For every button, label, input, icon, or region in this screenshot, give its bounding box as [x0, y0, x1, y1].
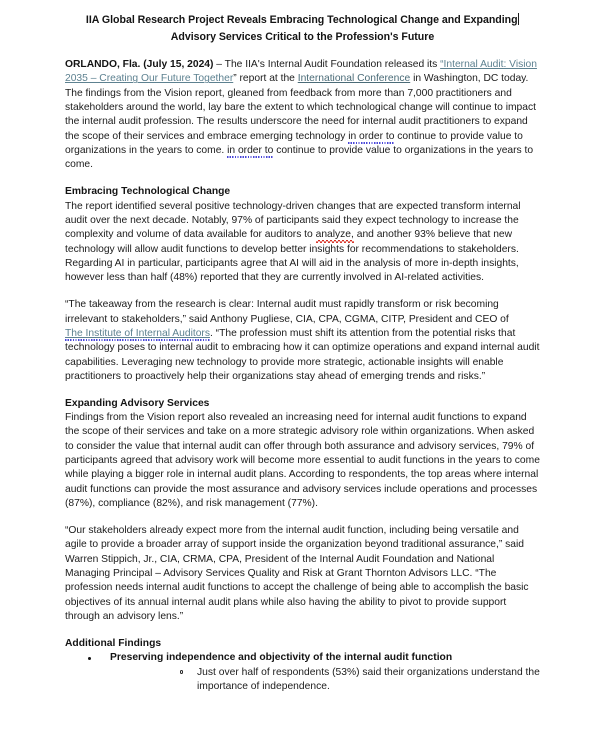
page-title-line-1: IIA Global Research Project Reveals Embracing Technological Change and Expanding — [85, 14, 518, 26]
bullet-disc-icon — [88, 657, 91, 660]
lede-text-1: The IIA's Internal Audit Foundation released its — [224, 59, 441, 70]
dateline-dash: – — [213, 59, 225, 70]
text-cursor-caret — [518, 13, 519, 25]
quote-pugliese — [65, 298, 540, 384]
section-body-embracing-technological-change — [65, 200, 540, 286]
lede-text-4: continue to provide value to organizations in the years to come. — [65, 130, 523, 157]
link-vision-2035-report[interactable]: “Internal Audit: Vision 2035 – Creating Our Future Together — [65, 59, 537, 85]
pugliese-text-2: . “The profession must shift its attention from the potential risks that technology poses to internal audit to embracing how it can optimize operations and expand internal audit capabilities. Leveraging new technology to provide more strategic, actionable insights will enable practitioners to proactively help their organizations stay ahead of emerging trends and risks.” — [65, 327, 540, 382]
finding-subitem-text: Just over half of respondents (53%) said their organizations understand the importance of independence. — [197, 666, 540, 692]
finding-label: Preserving independence and objectivity of the internal audit function — [110, 652, 453, 664]
lede-text-5: continue to provide value to organizations in the years to come. — [65, 145, 534, 171]
section-body-expanding-advisory-services: Findings from the Vision report also revealed an increasing need for internal audit functions to expand the scope of their services and take on a more strategic advisory role within organizations. When asked to consider the value that internal audit can offer through both assurance and advisory services, 79% of participants agreed that advisory work will become more essential to audit functions in the years to come while playing a bigger role in internal audit plans. According to respondents, the top areas where internal audit functions can provide the most assurance and advisory services include operations and processes (87%), compliance (82%), and risk management (77%). — [65, 412, 540, 510]
lede-text-3: in Washington, DC today. The findings from the Vision report, gleaned from feedback from more than 7,000 practitioners and stakeholders around the world, lay bare the extent to which technological change will continue to impact the internal audit profession. The results underscore the need for internal audit practitioners to expand the scope of their services and embrace emerging technology — [65, 73, 536, 142]
list-item — [110, 666, 540, 695]
link-institute-of-internal-auditors[interactable]: The Institute of Internal Auditors — [65, 327, 210, 339]
grammar-suggestion-in-order-to-1[interactable]: in order to — [348, 130, 395, 142]
additional-findings-sublist — [110, 666, 540, 695]
dateline: ORLANDO, Fla. (July 15, 2024) — [65, 59, 214, 70]
list-item — [65, 651, 540, 694]
section-heading-expanding-advisory-services: Expanding Advisory Services — [65, 397, 210, 409]
bullet-circle-icon — [180, 670, 183, 673]
section-heading-embracing-technological-change: Embracing Technological Change — [65, 186, 231, 198]
spellcheck-analyze[interactable]: analyze, — [315, 229, 354, 241]
additional-findings-list — [65, 651, 540, 694]
page-title — [65, 12, 540, 45]
grammar-suggestion-in-order-to-2[interactable]: in order to — [227, 145, 274, 157]
tech-text-1: The report identified several positive technology-driven changes that are expected transform internal audit over the next decade. Notably, 97% of participants said they expect technology to increase the complexity and volume of data available for auditors to — [65, 200, 521, 241]
link-international-conference[interactable]: International Conference — [297, 73, 411, 85]
lede-text-2: ” report at the — [233, 73, 298, 85]
quote-stippich: “Our stakeholders already expect more from the internal audit function, including being versatile and agile to provide a broader array of support inside the organization beyond traditional assurance,” said Warren Stippich, Jr., CIA, CRMA, CPA, President of the Internal Audit Foundation and National Managing Principal – Advisory Services Quality and Risk at Grant Thornton Advisors LLC. “The profession needs internal audit functions to accept the challenge of being able to accomplish the basic objectives of its annual internal audit plans while also having the ability to pivot to provide support through an advisory lens.” — [65, 524, 529, 623]
lede-paragraph — [65, 58, 540, 173]
tech-text-2: and another 93% believe that new technology will allow audit functions to develop better insights for recommendations to stakeholders. Regarding AI in particular, participants agree that AI will aid in the analysis of more in-depth insights, however less than half (48%) reported that they are currently involved in AI-related activities. — [65, 229, 519, 284]
page-title-line-2: Advisory Services Critical to the Profession's Future — [170, 30, 435, 43]
pugliese-text-1: “The takeaway from the research is clear: Internal audit must rapidly transform or risk becoming irrelevant to stakeholders,” said Anthony Pugliese, CIA, CPA, CGMA, CITP, President and CEO of — [65, 299, 509, 325]
section-heading-additional-findings: Additional Findings — [65, 637, 162, 649]
